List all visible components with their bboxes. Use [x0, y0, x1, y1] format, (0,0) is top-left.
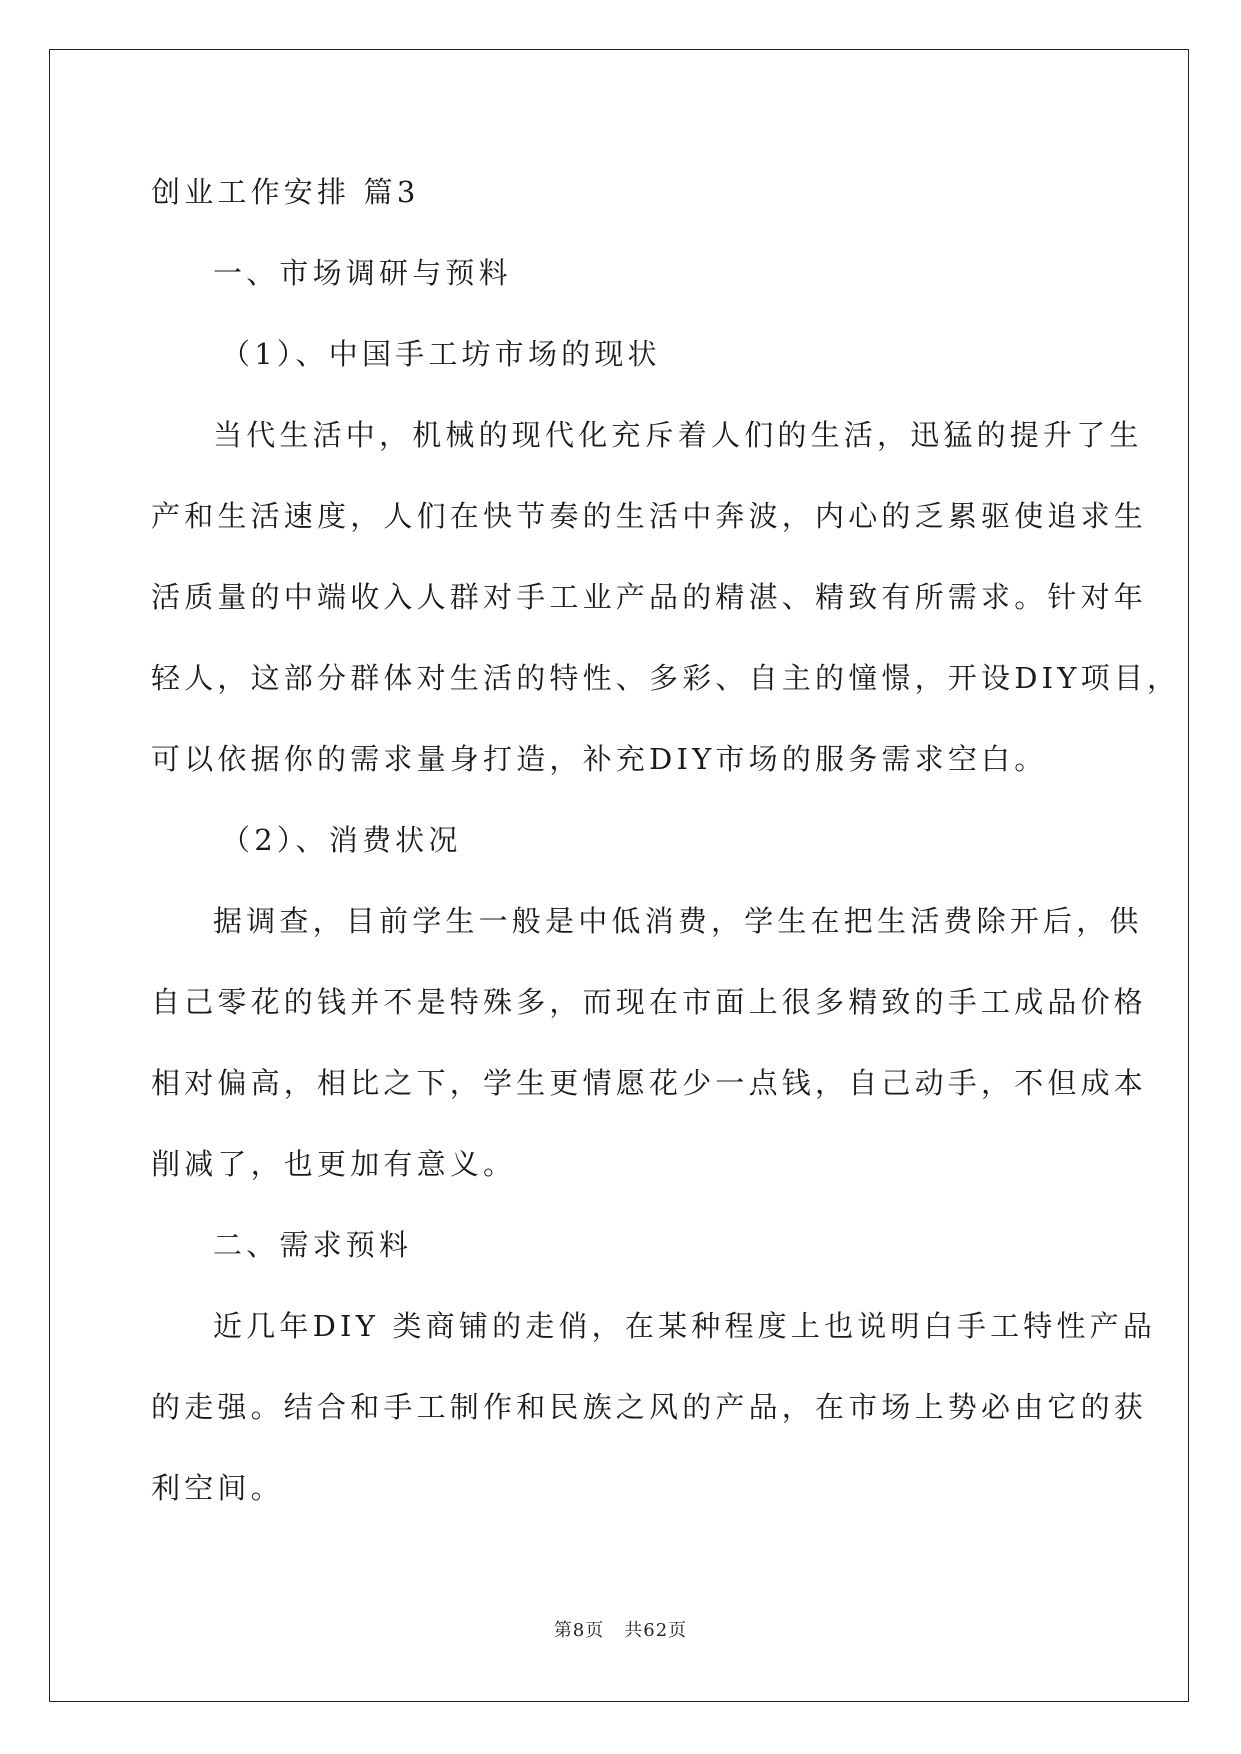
paragraph-line: 据调查，目前学生一般是中低消费，学生在把生活费除开后，供	[213, 904, 1143, 938]
page-number: 第8页	[553, 1620, 605, 1641]
paragraph-line: 当代生活中，机械的现代化充斥着人们的生活，迅猛的提升了生	[213, 418, 1143, 452]
paragraph-line: 削减了，也更加有意义。	[151, 1147, 517, 1181]
subheading-market-status: （1）、中国手工坊市场的现状	[221, 337, 661, 371]
page-footer	[0, 1616, 1241, 1642]
section-title: 创业工作安排 篇3	[151, 175, 420, 209]
heading-demand-forecast: 二、需求预料	[213, 1228, 413, 1262]
heading-market-research: 一、市场调研与预料	[213, 256, 512, 290]
paragraph-line: 近几年DIY 类商铺的走俏，在某种程度上也说明白手工特性产品	[213, 1309, 1157, 1343]
paragraph-line: 利空间。	[151, 1471, 284, 1505]
paragraph-line: 相对偏高，相比之下，学生更情愿花少一点钱，自己动手，不但成本	[151, 1066, 1148, 1100]
paragraph-line: 可以依据你的需求量身打造，补充DIY市场的服务需求空白。	[151, 742, 1048, 776]
total-pages: 共62页	[624, 1620, 688, 1641]
paragraph-line: 产和生活速度，人们在快节奏的生活中奔波，内心的乏累驱使追求生	[151, 499, 1148, 533]
paragraph-line: 轻人，这部分群体对生活的特性、多彩、自主的憧憬，开设DIY项目，	[151, 661, 1181, 695]
document-body	[151, 165, 1181, 1542]
subheading-consumption: （2）、消费状况	[221, 823, 462, 857]
paragraph-line: 的走强。结合和手工制作和民族之风的产品，在市场上势必由它的获	[151, 1390, 1148, 1424]
paragraph-line: 活质量的中端收入人群对手工业产品的精湛、精致有所需求。针对年	[151, 580, 1148, 614]
paragraph-line: 自己零花的钱并不是特殊多，而现在市面上很多精致的手工成品价格	[151, 985, 1148, 1019]
